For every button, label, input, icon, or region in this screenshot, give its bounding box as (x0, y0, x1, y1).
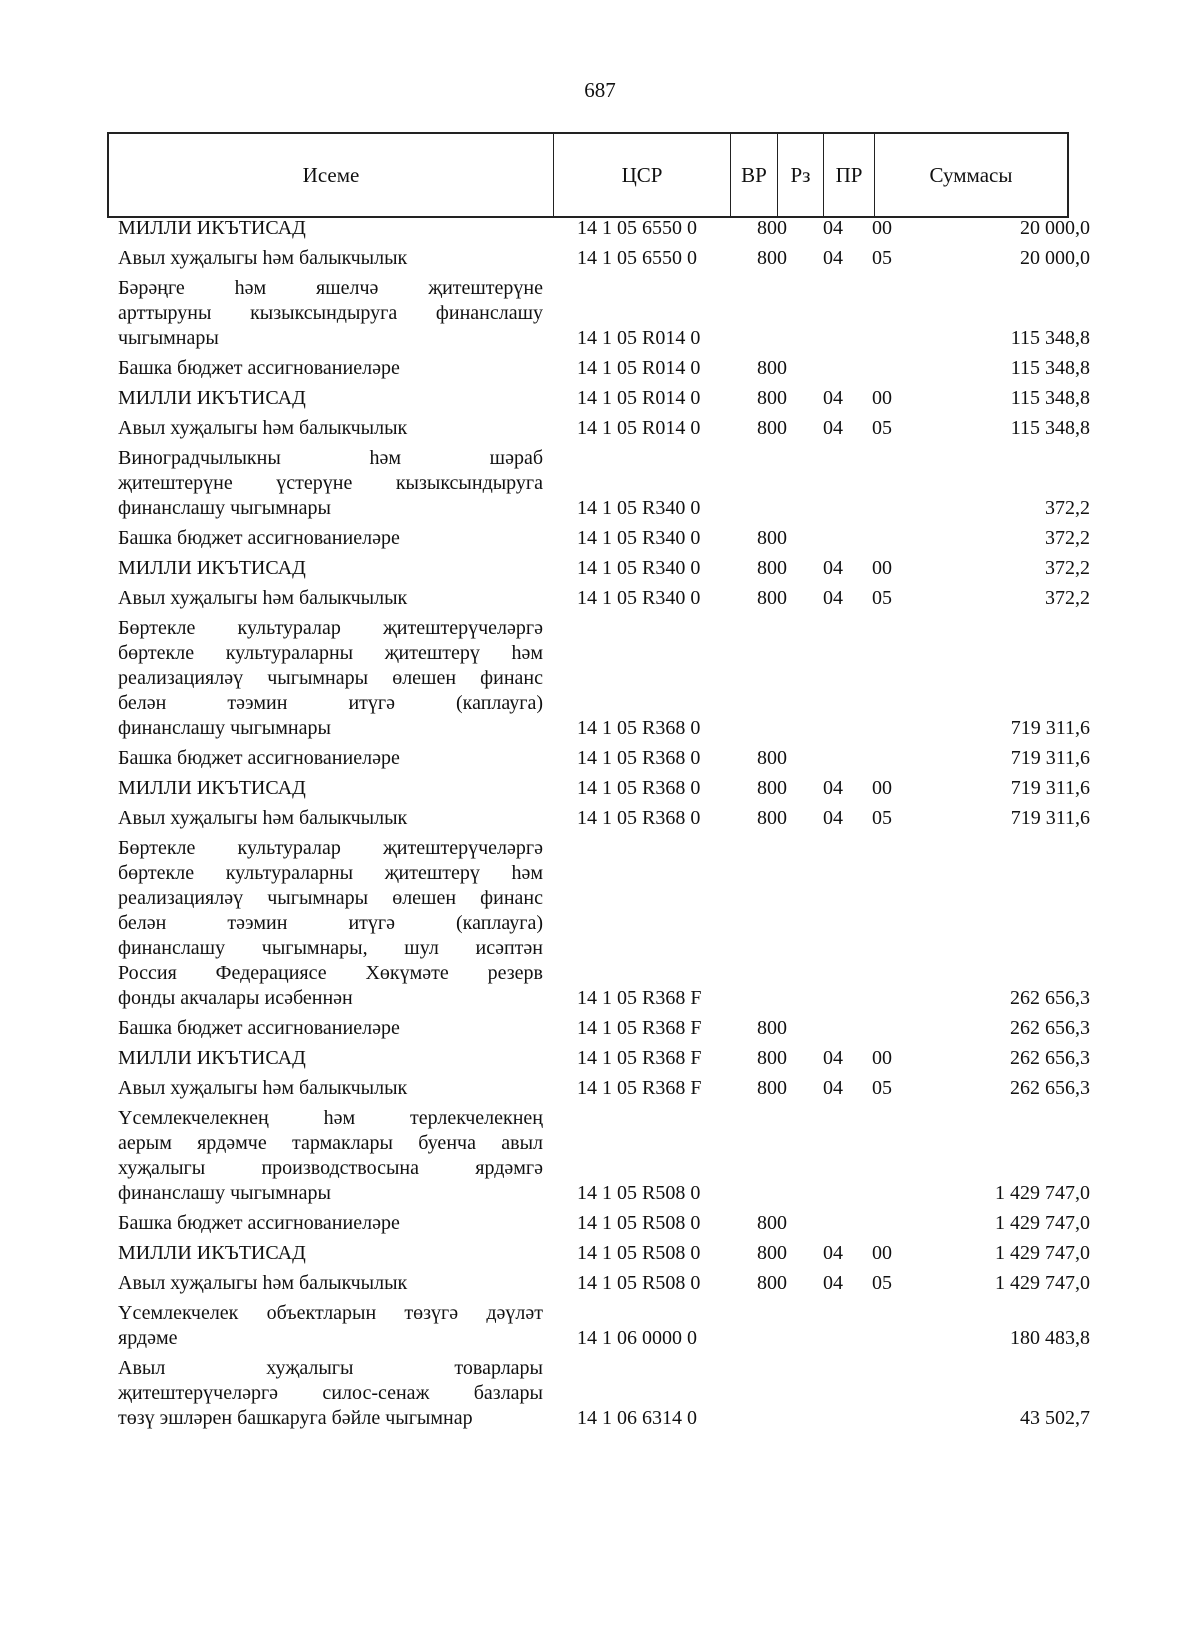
table-row (0, 806, 1200, 836)
row-name (118, 586, 543, 611)
row-rz: 04 (823, 807, 843, 829)
table-body (0, 216, 1200, 1436)
row-vr: 800 (757, 247, 787, 269)
row-vr: 800 (757, 1272, 787, 1294)
row-sum: 115 348,8 (1010, 327, 1090, 349)
row-csr: 14 1 06 6314 0 (577, 1407, 697, 1429)
row-rz: 04 (823, 387, 843, 409)
row-rz: 04 (823, 1272, 843, 1294)
row-name (118, 1046, 543, 1071)
table-row (0, 1356, 1200, 1436)
row-csr: 14 1 05 R368 0 (577, 777, 701, 799)
row-name-line: Авыл хуҗалыгы һәм балыкчылык (118, 1272, 408, 1294)
row-name (118, 276, 543, 351)
table-row (0, 776, 1200, 806)
row-sum: 20 000,0 (1020, 217, 1090, 239)
table-row (0, 1241, 1200, 1271)
row-csr: 14 1 05 R368 0 (577, 717, 701, 739)
row-name (118, 806, 543, 831)
row-pr: 05 (872, 587, 892, 609)
header-rz: Рз (778, 134, 824, 216)
row-name (118, 556, 543, 581)
row-rz: 04 (823, 557, 843, 579)
row-csr: 14 1 05 R014 0 (577, 387, 701, 409)
row-name-line: Авыл хуҗалыгы һәм балыкчылык (118, 807, 408, 829)
row-name-line: белән тәэмин итүгә (каплауга) (118, 912, 543, 934)
table-row (0, 246, 1200, 276)
row-rz: 04 (823, 247, 843, 269)
row-name-line: төзү эшләрен башкаруга бәйле чыгымнар (118, 1407, 473, 1429)
row-sum: 262 656,3 (1010, 1017, 1090, 1039)
table-row (0, 556, 1200, 586)
header-sum: Суммасы (929, 162, 1013, 187)
row-csr: 14 1 05 R014 0 (577, 327, 701, 349)
table-row (0, 356, 1200, 386)
table-row (0, 836, 1200, 1016)
row-csr: 14 1 05 R508 0 (577, 1212, 701, 1234)
row-vr: 800 (757, 1047, 787, 1069)
row-name-line: Үсемлекчелек объектларын төзүгә дәүләт (118, 1302, 543, 1324)
row-name (118, 1106, 543, 1206)
row-sum: 262 656,3 (1010, 1047, 1090, 1069)
row-name-line: Виноградчылыкны һәм шәраб (118, 447, 543, 469)
row-name (118, 1241, 543, 1266)
row-sum: 372,2 (1045, 497, 1090, 519)
table-row (0, 416, 1200, 446)
table-row (0, 1301, 1200, 1356)
row-csr: 14 1 05 R508 0 (577, 1182, 701, 1204)
row-vr: 800 (757, 777, 787, 799)
header-name: Исеме (109, 134, 554, 216)
row-name-line: Башка бюджет ассигнованиеләре (118, 747, 400, 769)
row-name (118, 386, 543, 411)
row-name-line: реализацияләү чыгымнары өлешен финанс (118, 667, 543, 689)
row-pr: 00 (872, 387, 892, 409)
table-row (0, 1106, 1200, 1211)
row-csr: 14 1 05 R368 0 (577, 747, 701, 769)
row-sum: 180 483,8 (1010, 1327, 1090, 1349)
row-name-line: бөртекле культураларны җитештерү һәм (118, 862, 543, 884)
row-name (118, 776, 543, 801)
row-vr: 800 (757, 807, 787, 829)
row-csr: 14 1 05 R368 F (577, 1047, 702, 1069)
row-csr: 14 1 05 R014 0 (577, 357, 701, 379)
row-name-line: җитештерүчеләргә силос-сенаж базлары (118, 1382, 543, 1404)
row-vr: 800 (757, 1212, 787, 1234)
row-vr: 800 (757, 387, 787, 409)
row-sum: 719 311,6 (1010, 807, 1090, 829)
row-vr: 800 (757, 1017, 787, 1039)
row-name-line: чыгымнары (118, 327, 219, 349)
row-sum: 372,2 (1045, 527, 1090, 549)
page-number: 687 (584, 78, 616, 102)
row-name-line: финанслашу чыгымнары (118, 497, 331, 519)
row-name-line: финанслашу чыгымнары (118, 717, 331, 739)
table-row (0, 586, 1200, 616)
row-sum: 115 348,8 (1010, 387, 1090, 409)
row-vr: 800 (757, 217, 787, 239)
row-name (118, 216, 543, 241)
row-rz: 04 (823, 587, 843, 609)
row-rz: 04 (823, 1047, 843, 1069)
row-csr: 14 1 05 R368 F (577, 1017, 702, 1039)
row-pr: 05 (872, 807, 892, 829)
row-name-line: Башка бюджет ассигнованиеләре (118, 357, 400, 379)
table-row (0, 1016, 1200, 1046)
row-sum: 20 000,0 (1020, 247, 1090, 269)
row-rz: 04 (823, 1242, 843, 1264)
header-csr: ЦСР (554, 134, 731, 216)
row-name-line: МИЛЛИ ИКЪТИСАД (118, 387, 306, 409)
row-name-line: Авыл хуҗалыгы һәм балыкчылык (118, 587, 408, 609)
row-vr: 800 (757, 1242, 787, 1264)
row-name (118, 1076, 543, 1101)
row-csr: 14 1 05 6550 0 (577, 217, 697, 239)
row-vr: 800 (757, 357, 787, 379)
row-csr: 14 1 05 R368 F (577, 987, 702, 1009)
row-sum: 1 429 747,0 (995, 1242, 1090, 1264)
row-rz: 04 (823, 777, 843, 799)
row-csr: 14 1 05 R368 F (577, 1077, 702, 1099)
row-name-line: МИЛЛИ ИКЪТИСАД (118, 217, 306, 239)
row-name-line: Башка бюджет ассигнованиеләре (118, 1017, 400, 1039)
row-csr: 14 1 05 R508 0 (577, 1272, 701, 1294)
row-name-line: МИЛЛИ ИКЪТИСАД (118, 1242, 306, 1264)
row-csr: 14 1 05 R508 0 (577, 1242, 701, 1264)
row-sum: 43 502,7 (1020, 1407, 1090, 1429)
table-row (0, 526, 1200, 556)
row-name-line: Үсемлекчелекнең һәм терлекчелекнең (118, 1107, 543, 1129)
row-sum: 1 429 747,0 (995, 1212, 1090, 1234)
table-row (0, 616, 1200, 746)
row-vr: 800 (757, 557, 787, 579)
row-name-line: финанслашу чыгымнары, шул исәптән (118, 937, 543, 959)
row-sum: 372,2 (1045, 587, 1090, 609)
row-pr: 00 (872, 557, 892, 579)
table-row (0, 216, 1200, 246)
table-row (0, 1211, 1200, 1241)
row-name-line: Бәрәңге һәм яшелчә җитештерүне (118, 277, 543, 299)
row-pr: 00 (872, 1242, 892, 1264)
row-name-line: МИЛЛИ ИКЪТИСАД (118, 1047, 306, 1069)
row-name (118, 526, 543, 551)
row-name-line: ярдәме (118, 1327, 178, 1349)
row-name-line: җитештерүне үстерүне кызыксындыруга (118, 472, 543, 494)
row-sum: 719 311,6 (1010, 777, 1090, 799)
row-name-line: Авыл хуҗалыгы һәм балыкчылык (118, 247, 408, 269)
table-header (107, 132, 1069, 218)
row-name (118, 616, 543, 741)
table-row (0, 446, 1200, 526)
table-row (0, 276, 1200, 356)
row-sum: 115 348,8 (1010, 357, 1090, 379)
row-csr: 14 1 05 R340 0 (577, 557, 701, 579)
row-vr: 800 (757, 417, 787, 439)
row-pr: 00 (872, 777, 892, 799)
row-name (118, 1271, 543, 1296)
table-row (0, 746, 1200, 776)
row-name (118, 246, 543, 271)
row-name-line: бөртекле культураларны җитештерү һәм (118, 642, 543, 664)
row-pr: 05 (872, 1272, 892, 1294)
row-sum: 262 656,3 (1010, 1077, 1090, 1099)
row-csr: 14 1 05 6550 0 (577, 247, 697, 269)
row-pr: 05 (872, 417, 892, 439)
row-name (118, 416, 543, 441)
row-name-line: хуҗалыгы производствосына ярдәмгә (118, 1157, 543, 1179)
row-csr: 14 1 05 R368 0 (577, 807, 701, 829)
row-name-line: МИЛЛИ ИКЪТИСАД (118, 557, 306, 579)
row-pr: 00 (872, 217, 892, 239)
row-name-line: Бөртекле культуралар җитештерүчеләргә (118, 837, 543, 859)
row-name (118, 746, 543, 771)
row-name-line: фонды акчалары исәбеннән (118, 987, 353, 1009)
row-sum: 372,2 (1045, 557, 1090, 579)
row-name (118, 446, 543, 521)
row-csr: 14 1 06 0000 0 (577, 1327, 697, 1349)
row-vr: 800 (757, 1077, 787, 1099)
row-name (118, 1016, 543, 1041)
row-sum: 115 348,8 (1010, 417, 1090, 439)
row-sum: 1 429 747,0 (995, 1182, 1090, 1204)
row-csr: 14 1 05 R340 0 (577, 527, 701, 549)
row-name-line: Россия Федерациясе Хөкүмәте резерв (118, 962, 543, 984)
header-pr: ПР (824, 134, 875, 216)
table-row (0, 1046, 1200, 1076)
row-vr: 800 (757, 747, 787, 769)
header-vr: ВР (731, 134, 778, 216)
row-pr: 05 (872, 1077, 892, 1099)
row-name-line: Авыл хуҗалыгы товарлары (118, 1357, 543, 1379)
row-name-line: Авыл хуҗалыгы һәм балыкчылык (118, 417, 408, 439)
row-rz: 04 (823, 1077, 843, 1099)
row-name-line: Авыл хуҗалыгы һәм балыкчылык (118, 1077, 408, 1099)
row-sum: 719 311,6 (1010, 717, 1090, 739)
row-csr: 14 1 05 R340 0 (577, 497, 701, 519)
row-name-line: Башка бюджет ассигнованиеләре (118, 1212, 400, 1234)
row-sum: 1 429 747,0 (995, 1272, 1090, 1294)
row-sum: 719 311,6 (1010, 747, 1090, 769)
table-row (0, 1076, 1200, 1106)
row-pr: 05 (872, 247, 892, 269)
row-name-line: арттыруны кызыксындыруга финанслашу (118, 302, 543, 324)
row-csr: 14 1 05 R014 0 (577, 417, 701, 439)
row-name (118, 1301, 543, 1351)
row-name (118, 836, 543, 1011)
row-name (118, 1356, 543, 1431)
row-vr: 800 (757, 587, 787, 609)
row-csr: 14 1 05 R340 0 (577, 587, 701, 609)
row-pr: 00 (872, 1047, 892, 1069)
row-name-line: Башка бюджет ассигнованиеләре (118, 527, 400, 549)
row-name (118, 356, 543, 381)
row-rz: 04 (823, 417, 843, 439)
table-row (0, 386, 1200, 416)
row-name-line: финанслашу чыгымнары (118, 1182, 331, 1204)
row-vr: 800 (757, 527, 787, 549)
row-name-line: реализацияләү чыгымнары өлешен финанс (118, 887, 543, 909)
row-name-line: Бөртекле культуралар җитештерүчеләргә (118, 617, 543, 639)
row-name-line: МИЛЛИ ИКЪТИСАД (118, 777, 306, 799)
table-row (0, 1271, 1200, 1301)
row-sum: 262 656,3 (1010, 987, 1090, 1009)
row-rz: 04 (823, 217, 843, 239)
row-name (118, 1211, 543, 1236)
row-name-line: белән тәэмин итүгә (каплауга) (118, 692, 543, 714)
row-name-line: аерым ярдәмче тармаклары буенча авыл (118, 1132, 543, 1154)
